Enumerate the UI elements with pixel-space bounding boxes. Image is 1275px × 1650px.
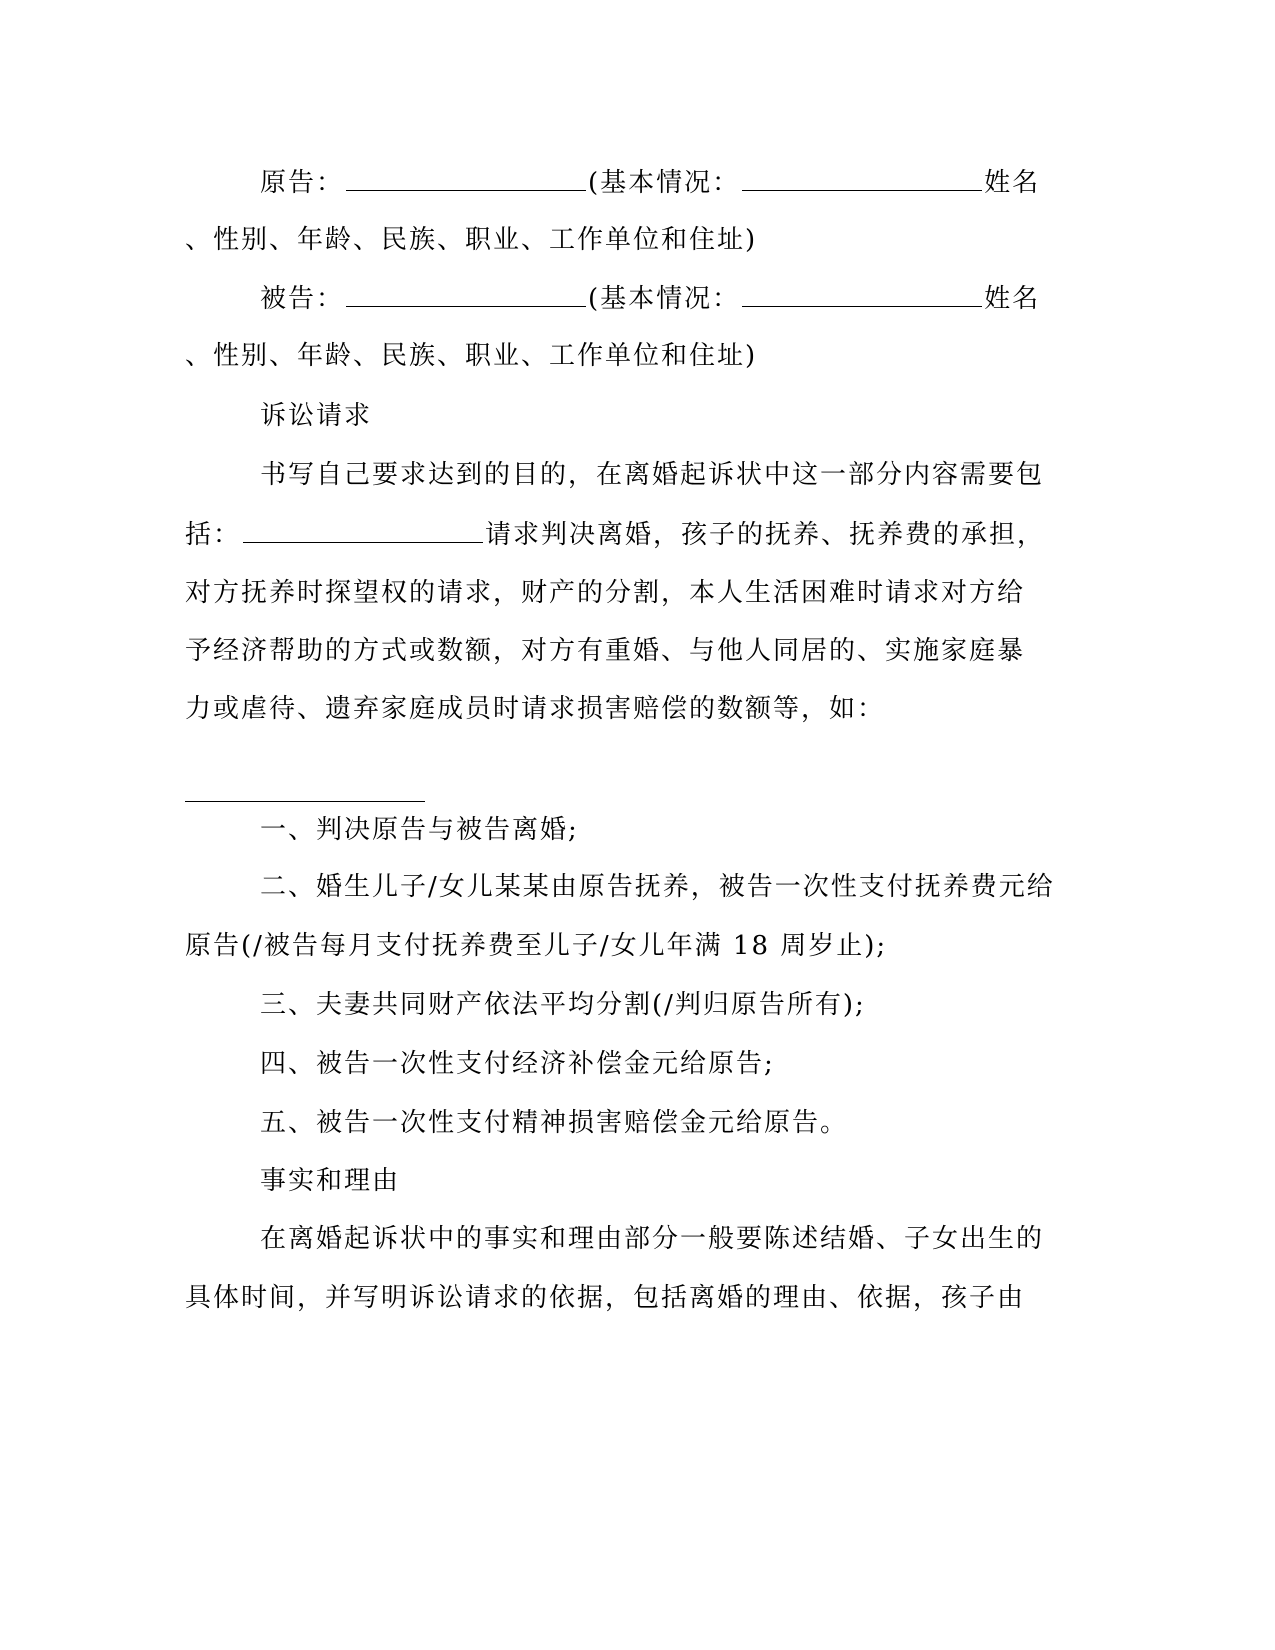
claims-intro-line-3: 对方抚养时探望权的请求，财产的分割，本人生活困难时请求对方给	[185, 578, 1026, 608]
facts-line-2: 具体时间，并写明诉讼请求的依据，包括离婚的理由、依据，孩子由	[185, 1283, 1026, 1313]
plaintiff-info-blank	[742, 164, 982, 191]
blank-rule	[185, 801, 425, 802]
claim-item-4: 四、被告一次性支付经济补偿金元给原告;	[260, 1049, 775, 1079]
claim-item-2-line-1: 二、婚生儿子/女儿某某由原告抚养，被告一次性支付抚养费元给	[260, 872, 1055, 902]
defendant-info-blank	[742, 280, 982, 307]
defendant-line	[260, 280, 1040, 316]
claims-intro-line-4: 予经济帮助的方式或数额，对方有重婚、与他人同居的、实施家庭暴	[185, 636, 1026, 666]
claims-heading: 诉讼请求	[260, 401, 373, 431]
defendant-name-blank	[346, 280, 586, 307]
claims-intro-line-2	[185, 516, 1045, 552]
plaintiff-note-tail: 姓名	[984, 168, 1041, 198]
plaintiff-name-blank	[346, 164, 586, 191]
claim-item-1: 一、判决原告与被告离婚;	[260, 815, 579, 845]
defendant-note-open: (基本情况：	[588, 284, 741, 314]
claims-intro-suffix: 请求判决离婚，孩子的抚养、抚养费的承担，	[485, 520, 1046, 550]
claim-item-5: 五、被告一次性支付精神损害赔偿金元给原告。	[260, 1108, 849, 1138]
plaintiff-continuation: 、性别、年龄、民族、职业、工作单位和住址)	[185, 225, 758, 255]
claims-intro-blank	[243, 516, 483, 543]
claims-intro-prefix: 括：	[185, 520, 242, 550]
claim-item-3: 三、夫妻共同财产依法平均分割(/判归原告所有);	[260, 990, 866, 1020]
plaintiff-line	[260, 164, 1040, 200]
claim-item-2-line-2: 原告(/被告每月支付抚养费至儿子/女儿年满 18 周岁止);	[185, 931, 888, 961]
defendant-note-tail: 姓名	[984, 284, 1041, 314]
claims-intro-line-1: 书写自己要求达到的目的，在离婚起诉状中这一部分内容需要包	[260, 460, 1045, 490]
defendant-label: 被告：	[260, 284, 345, 314]
plaintiff-label: 原告：	[260, 168, 345, 198]
plaintiff-note-open: (基本情况：	[588, 168, 741, 198]
facts-line-1: 在离婚起诉状中的事实和理由部分一般要陈述结婚、子女出生的	[260, 1224, 1045, 1254]
claims-intro-line-5: 力或虐待、遗弃家庭成员时请求损害赔偿的数额等，如：	[185, 694, 886, 724]
facts-heading: 事实和理由	[260, 1166, 401, 1196]
defendant-continuation: 、性别、年龄、民族、职业、工作单位和住址)	[185, 341, 758, 371]
